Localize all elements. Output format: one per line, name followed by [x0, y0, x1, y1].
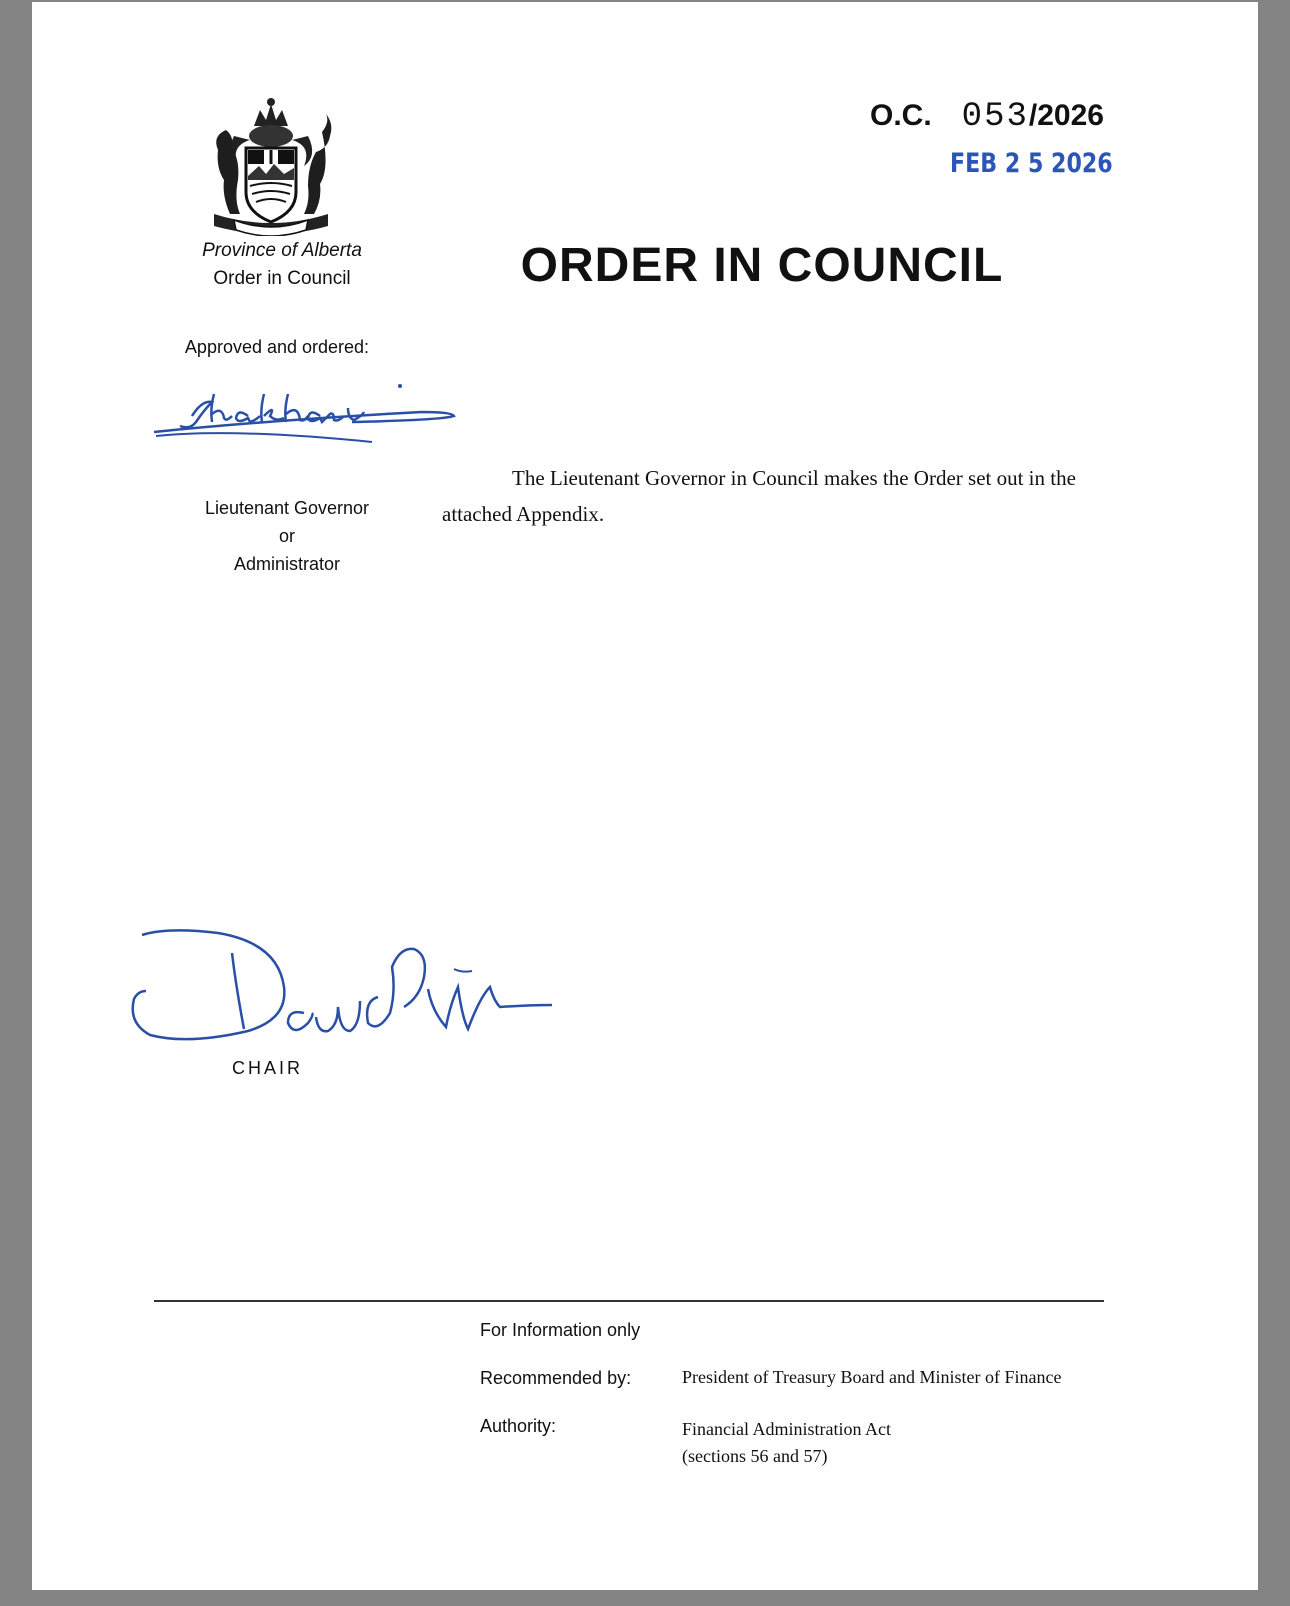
authority-value [682, 1416, 891, 1470]
signatory-line3: Administrator [233, 554, 341, 574]
chair-label: CHAIR [232, 1058, 304, 1078]
information-note: For Information only [480, 1320, 641, 1340]
recommended-label: Recommended by: [480, 1368, 632, 1388]
body-line1: The Lieutenant Governor in Council makes the Order set out in the [512, 466, 1076, 490]
lieutenant-governor-signature-icon [152, 382, 472, 462]
approved-label: Approved and ordered: [184, 337, 370, 357]
body-line2: attached Appendix. [442, 502, 605, 526]
authority-line2: (sections 56 and 57) [682, 1446, 828, 1466]
chair-signature-icon [128, 927, 568, 1052]
alberta-crest-icon [204, 96, 338, 236]
oc-year: /2026 [1028, 99, 1104, 132]
order-body [442, 460, 1132, 532]
oc-number-value: 053 [961, 98, 1029, 136]
province-name: Province of Alberta [202, 240, 362, 261]
signatory-line1: Lieutenant Governor [204, 498, 370, 518]
oc-label: O.C. [870, 99, 932, 132]
authority-label: Authority: [480, 1416, 557, 1436]
date-stamp: FEB 2 5 2026 [950, 148, 1113, 179]
document-page [32, 2, 1258, 1590]
signatory-line2: or [278, 526, 295, 546]
authority-line1: Financial Administration Act [682, 1419, 891, 1439]
recommended-value: President of Treasury Board and Minister of Finance [682, 1367, 1062, 1387]
signatory-title [162, 494, 412, 578]
divider-line [154, 1300, 1104, 1302]
order-label: Order in Council [213, 268, 351, 289]
oc-number [870, 98, 1104, 136]
document-title: ORDER IN COUNCIL [520, 239, 1004, 292]
